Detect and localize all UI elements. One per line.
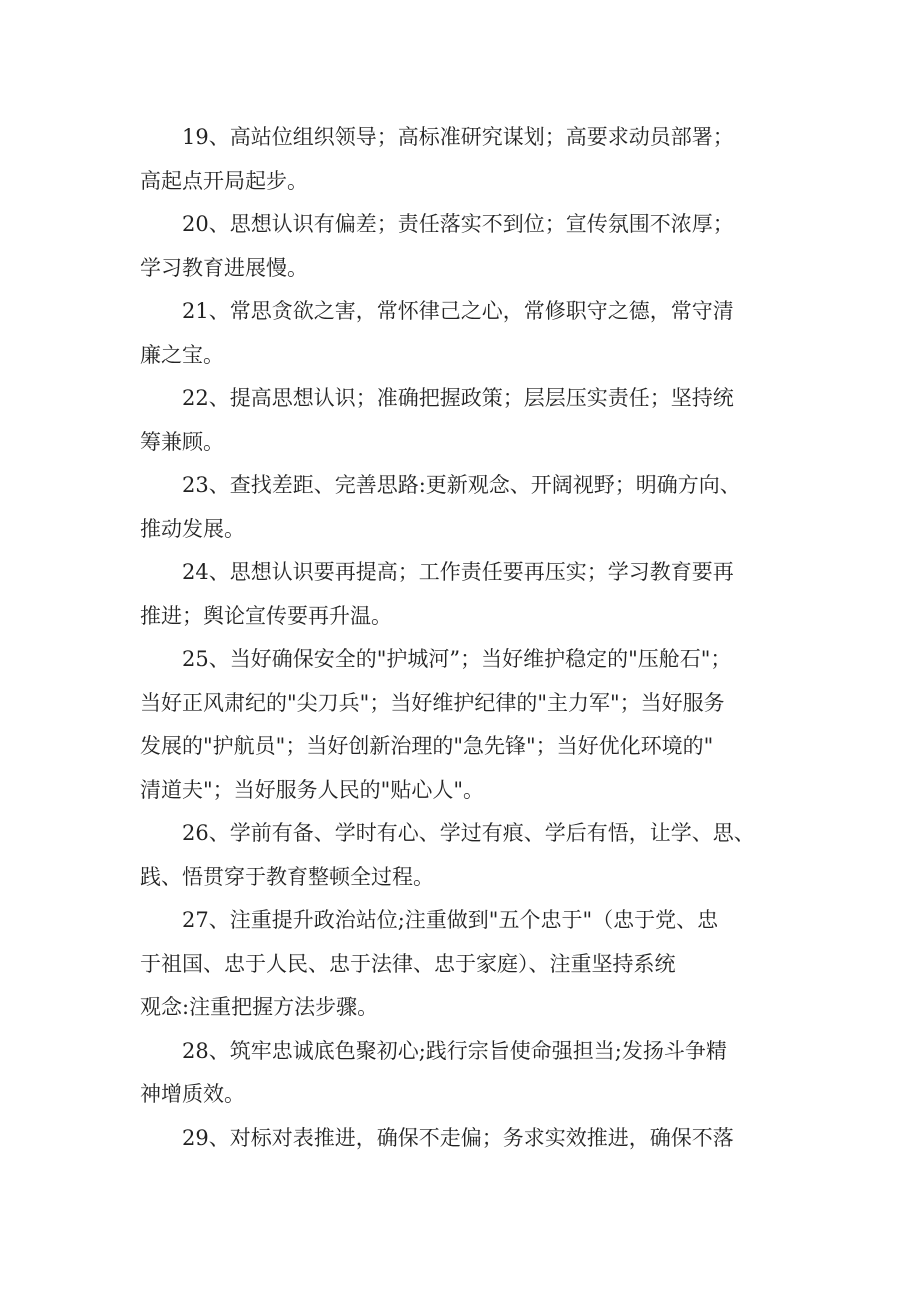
list-item (140, 899, 788, 1030)
text-line: 21、常思贪欲之害，常怀律己之心，常修职守之德，常守清 (182, 299, 734, 323)
text-line: 高起点开局起步。 (140, 168, 308, 193)
text-line: 26、学前有备、学时有心、学过有痕、学后有悟，让学、思、 (182, 821, 755, 845)
list-item (140, 464, 788, 551)
list-item (140, 812, 788, 899)
text-line: 廉之宝。 (140, 342, 224, 367)
text-line: 22、提高思想认识；准确把握政策；层层压实责任；坚持统 (182, 386, 734, 410)
document-body (140, 116, 788, 1160)
text-line: 27、注重提升政治站位;注重做到"五个忠于"（忠于党、忠 (182, 908, 719, 932)
text-line: 践、悟贯穿于教育整顿全过程。 (140, 864, 434, 889)
text-line: 29、对标对表推进，确保不走偏；务求实效推进，确保不落 (182, 1125, 734, 1150)
list-item (140, 1030, 788, 1117)
text-line: 28、筑牢忠诚底色聚初心;践行宗旨使命强担当;发扬斗争精 (182, 1038, 727, 1063)
text-line: 发展的"护航员"；当好创新治理的"急先锋"；当好优化环境的" (140, 734, 714, 758)
text-line: 推进；舆论宣传要再升温。 (140, 603, 392, 628)
text-line: 观念:注重把握方法步骤。 (140, 995, 379, 1019)
list-item (140, 638, 788, 812)
list-item (140, 116, 788, 203)
text-line: 当好正风肃纪的"尖刀兵"；当好维护纪律的"主力军"；当好服务 (140, 690, 725, 715)
list-item (140, 551, 788, 638)
text-line: 19、高站位组织领导；高标准研究谋划；高要求动员部署； (182, 125, 734, 149)
text-line: 筹兼顾。 (140, 429, 224, 454)
text-line: 清道夫"；当好服务人民的"贴心人"。 (140, 777, 484, 802)
text-line: 25、当好确保安全的"护城河”；当好维护稳定的"压舱石"； (182, 647, 732, 671)
text-line: 学习教育进展慢。 (140, 255, 308, 280)
text-line: 推动发展。 (140, 516, 245, 541)
text-line: 20、思想认识有偏差；责任落实不到位；宣传氛围不浓厚； (182, 212, 734, 236)
text-line: 23、查找差距、完善思路:更新观念、开阔视野；明确方向、 (182, 473, 741, 497)
text-line: 24、思想认识要再提高；工作责任要再压实；学习教育要再 (182, 560, 734, 584)
list-item (140, 290, 788, 377)
list-item (140, 377, 788, 464)
list-item (140, 1117, 788, 1161)
list-item (140, 203, 788, 290)
text-line: 于祖国、忠于人民、忠于法律、忠于家庭）、注重坚持系统 (140, 951, 676, 976)
text-line: 神增质效。 (140, 1082, 245, 1106)
